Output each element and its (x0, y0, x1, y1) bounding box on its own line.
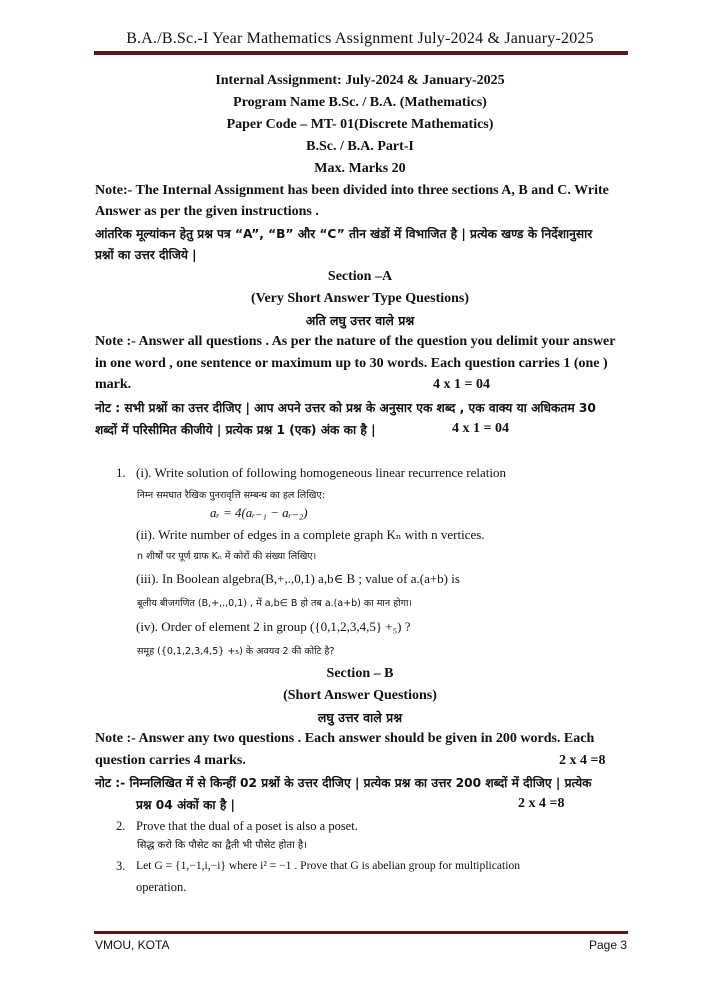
q1-i-equation: aᵣ = 4(aᵣ₋₁ − aᵣ₋₂) (210, 505, 308, 520)
q2-english: Prove that the dual of a poset is also a poset. (136, 819, 358, 833)
intro-line-4: B.Sc. / B.A. Part-I (306, 139, 414, 154)
note-main-en-2: Answer as per the given instructions . (95, 204, 319, 219)
q3-english-1: Let G = {1,−1,i,−i} where i² = −1 . Prove that G is abelian group for multiplication (136, 859, 521, 872)
note-main-en-1: Note:- The Internal Assignment has been divided into three sections A, B and C. Write (95, 183, 609, 198)
section-b-subtitle: (Short Answer Questions) (283, 688, 437, 703)
section-b-note-hi-1: नोट :- निम्नलिखित में से किन्हीं 02 प्रश्नों के उत्तर दीजिए | प्रत्येक प्रश्न का उत्तर 200 शब्दों में दीजिए | प्रत्येक (95, 776, 592, 790)
q1-iv-english: (iv). Order of element 2 in group ({0,1,2,3,4,5} +₅) ? (136, 619, 411, 634)
section-b-note-en-2: question carries 4 marks. (95, 753, 246, 768)
section-b-marks-hi: 2 x 4 =8 (518, 796, 565, 811)
q3-english-2: operation. (136, 880, 187, 894)
q1-ii-hindi: n शीर्षों पर पूर्ण ग्राफ Kₙ में कोरों की संख्या लिखिए। (137, 551, 317, 562)
q1-iv-hindi: समूह ({0,1,2,3,4,5} +₅) के अवयव 2 की कोटि है? (137, 646, 335, 657)
note-main-hi-1: आंतरिक मूल्यांकन हेतु प्रश्न पत्र “A”, “B” और “C” तीन खंडों में विभाजित है | प्रत्येक खण्ड के निर्देशानुसार (95, 227, 593, 241)
q2-hindi: सिद्ध करो कि पौसेट का द्वैती भी पौसेट होता है। (137, 840, 307, 851)
q1-iii-hindi: बूलीय बीजगणित (B,+,.,0,1) , में a,b∈ B हो तब a.(a+b) का मान होगा। (137, 598, 413, 609)
section-b-hindi-title: लघु उत्तर वाले प्रश्न (317, 710, 403, 725)
header-rule (94, 51, 628, 55)
section-a-note-en-2: in one word , one sentence or maximum up to 30 words. Each question carries 1 (one ) (95, 356, 608, 371)
footer-institution: VMOU, KOTA (95, 938, 170, 952)
intro-line-1: Internal Assignment: July-2024 & January-2025 (215, 73, 505, 88)
section-a-marks-en: 4 x 1 = 04 (433, 377, 490, 392)
footer-page-number: Page 3 (589, 938, 628, 952)
q3-number: 3. (116, 859, 126, 873)
header-title: B.A./B.Sc.-I Year Mathematics Assignment July-2024 & January-2025 (126, 30, 594, 47)
section-a-hindi-title: अति लघु उत्तर वाले प्रश्न (305, 313, 415, 328)
q1-i-english: (i). Write solution of following homogeneous linear recurrence relation (136, 465, 506, 480)
q1-iii-english: (iii). In Boolean algebra(B,+,.,0,1) a,b∈ B ; value of a.(a+b) is (136, 571, 460, 586)
q1-i-hindi: निम्न समघात रैखिक पुनरावृत्ति सम्बन्ध का हल लिखिए: (137, 490, 325, 501)
section-b-marks-en: 2 x 4 =8 (559, 753, 606, 768)
section-a-note-en-3: mark. (95, 377, 132, 392)
section-a-title: Section –A (327, 269, 393, 284)
q1-ii-english: (ii). Write number of edges in a complete graph Kₙ with n vertices. (136, 527, 485, 542)
section-b-title: Section – B (326, 666, 394, 681)
section-a-subtitle: (Very Short Answer Type Questions) (250, 291, 470, 306)
intro-line-3: Paper Code – MT- 01(Discrete Mathematics) (226, 117, 494, 132)
section-b-note-en-1: Note :- Answer any two questions . Each answer should be given in 200 words. Each (95, 731, 595, 746)
section-a-note-hi-2: शब्दों में परिसीमित कीजीये | प्रत्येक प्रश्न 1 (एक) अंक का है | (95, 423, 376, 437)
intro-line-5: Max. Marks 20 (314, 161, 406, 176)
footer-rule (94, 931, 628, 934)
note-main-hi-2: प्रश्नों का उत्तर दीजिये | (95, 248, 197, 262)
section-a-note-en-1: Note :- Answer all questions . As per the nature of the question you delimit your answer (95, 334, 616, 349)
intro-line-2: Program Name B.Sc. / B.A. (Mathematics) (233, 95, 487, 110)
section-a-marks-hi: 4 x 1 = 04 (452, 421, 509, 436)
q2-number: 2. (116, 819, 126, 833)
section-b-note-hi-2: प्रश्न 04 अंकों का है | (136, 798, 235, 812)
section-a-note-hi-1: नोट : सभी प्रश्नों का उत्तर दीजिए | आप अपने उत्तर को प्रश्न के अनुसार एक शब्द , एक वाक्य या अधिकतम 30 (95, 401, 596, 415)
q1-number: 1. (116, 465, 126, 480)
